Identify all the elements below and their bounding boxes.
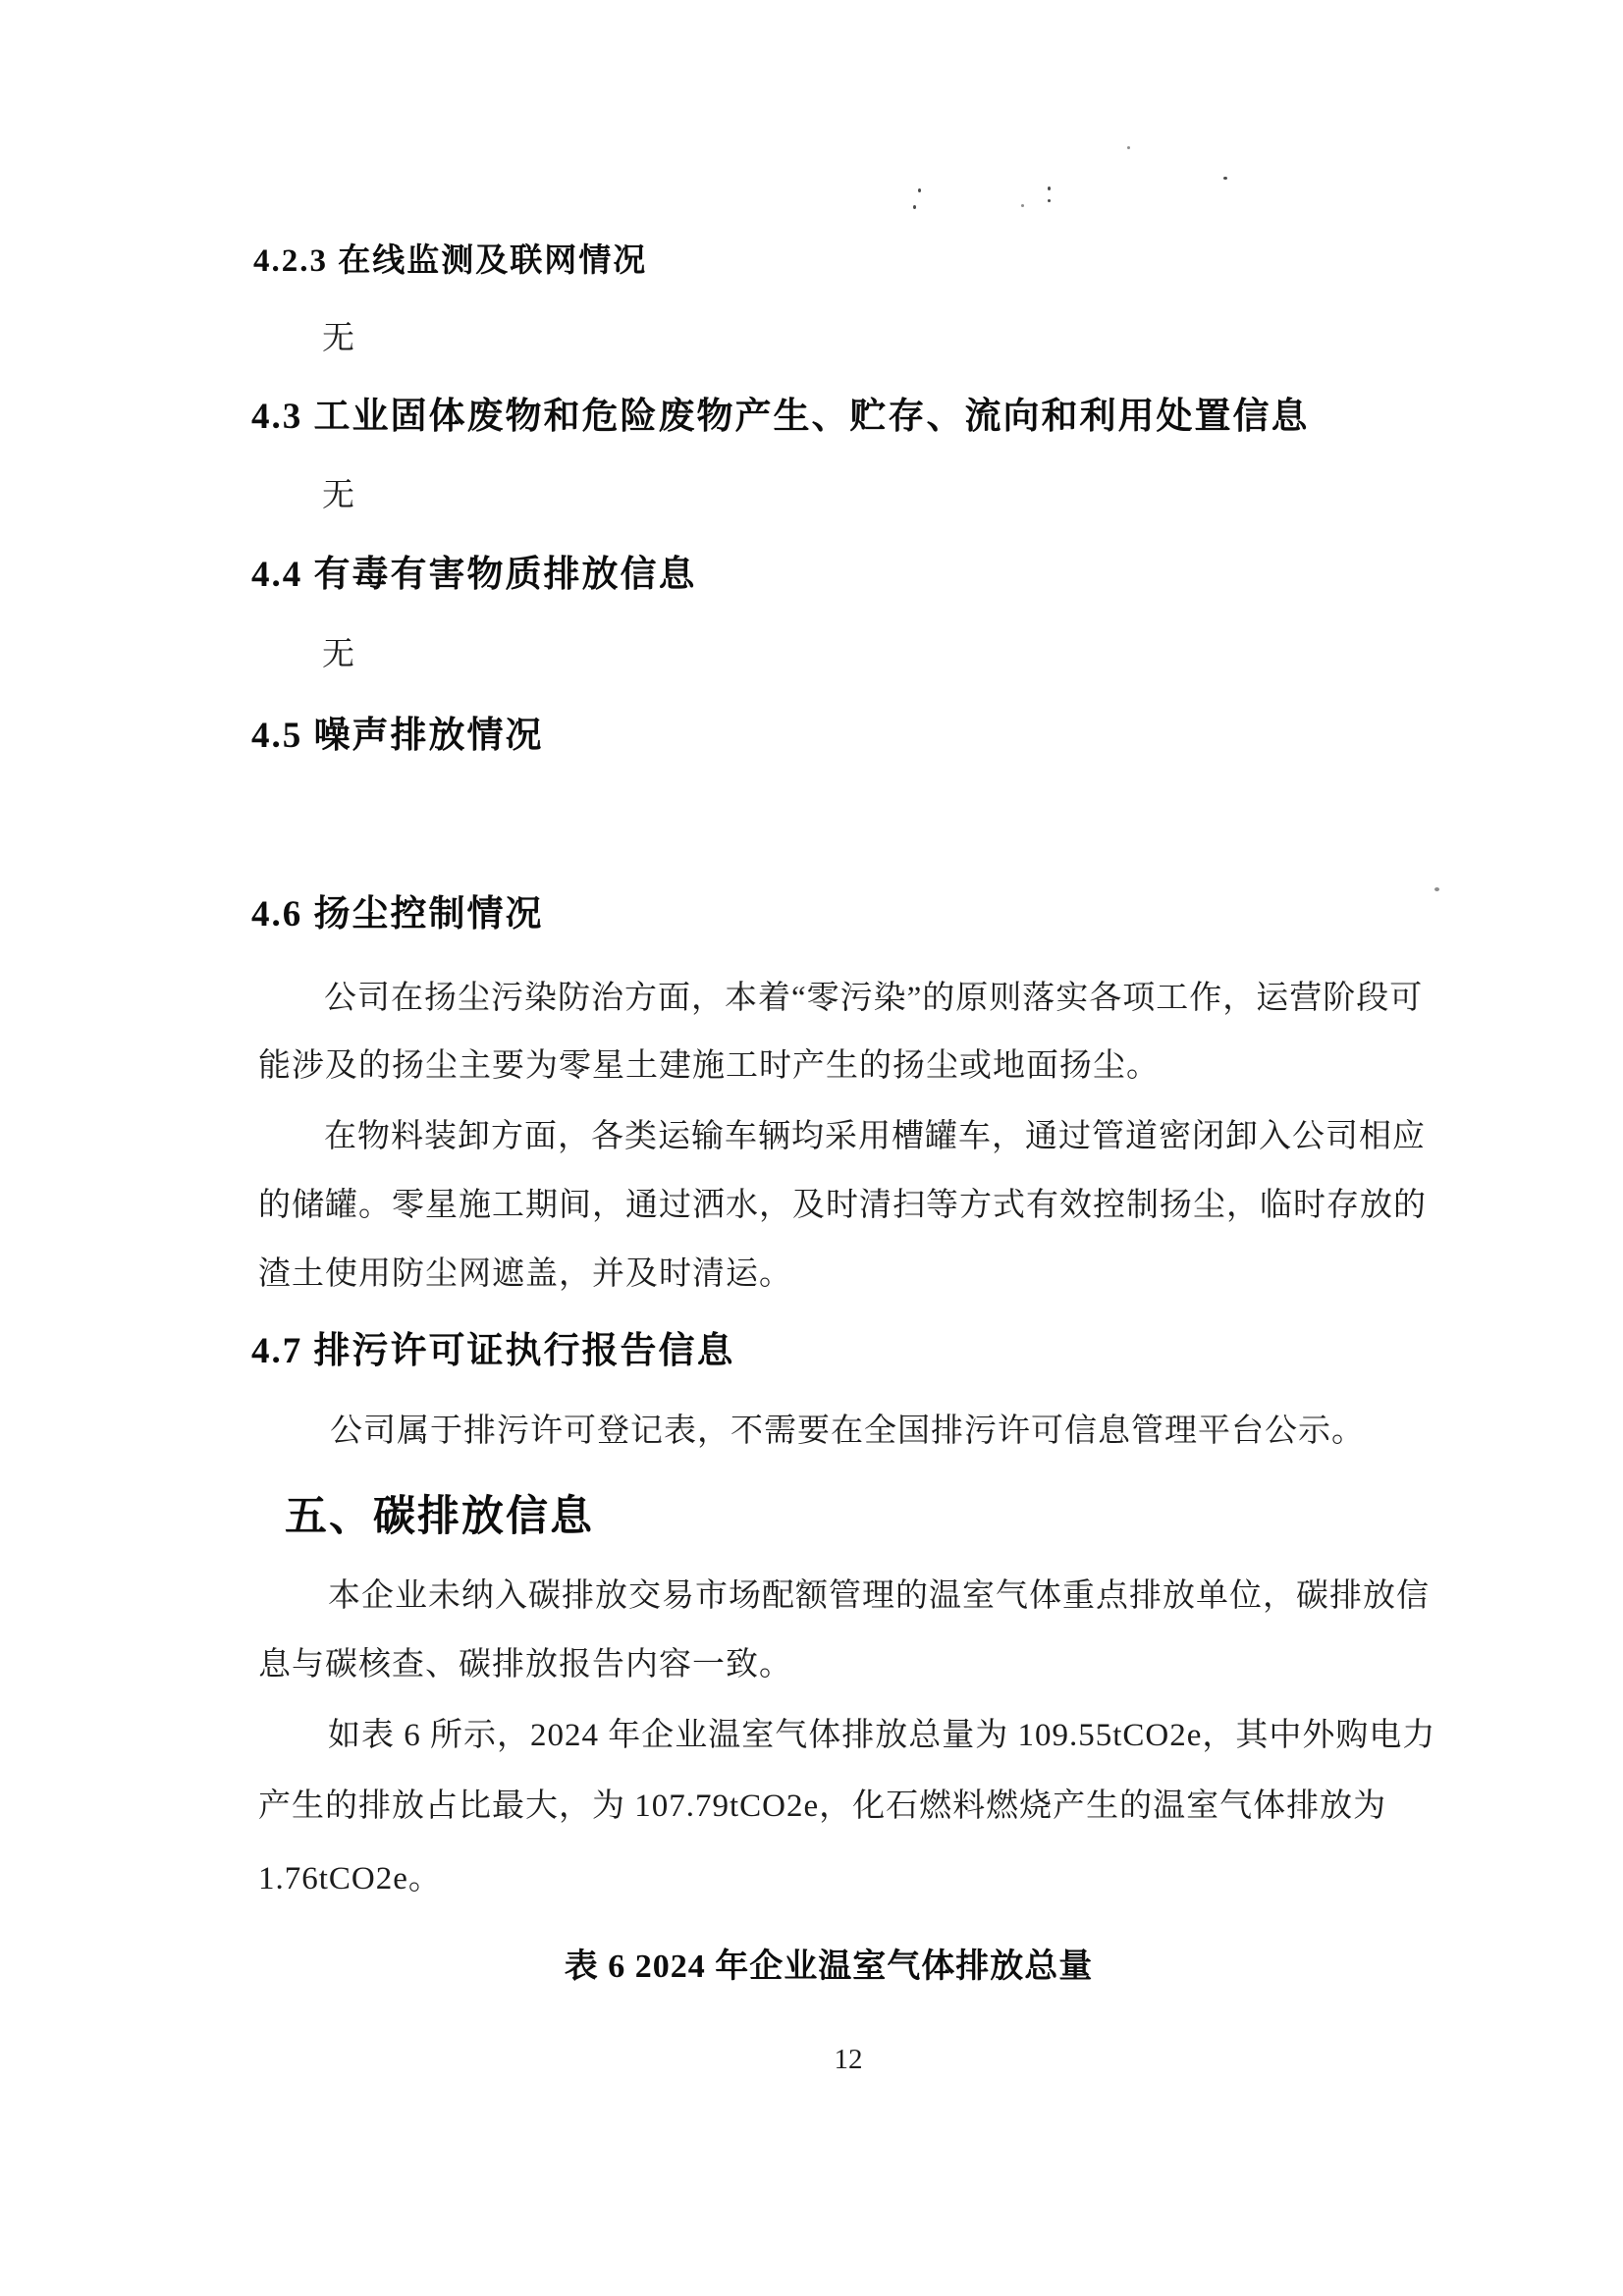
section-heading-4-6: 4.6 扬尘控制情况 [251,894,544,934]
carbon-paragraph-2-line-2: 产生的排放占比最大，为 107.79tCO2e，化石燃料燃烧产生的温室气体排放为 [258,1789,1387,1824]
section-heading-4-4: 4.4 有毒有害物质排放信息 [251,555,697,595]
scan-speck [1127,146,1130,149]
section-heading-4-2-3: 4.2.3 在线监测及联网情况 [253,243,648,279]
section-body-4-3: 无 [322,478,355,513]
scan-speck [1434,887,1439,891]
dust-paragraph-2-line-2: 的储罐。零星施工期间，通过洒水，及时清扫等方式有效控制扬尘，临时存放的 [258,1188,1427,1223]
page-number: 12 [834,2044,863,2075]
carbon-paragraph-1-line-2: 息与碳核查、碳排放报告内容一致。 [258,1647,792,1682]
carbon-paragraph-1-line-1: 本企业未纳入碳排放交易市场配额管理的温室气体重点排放单位，碳排放信 [328,1578,1430,1614]
scan-speck [918,188,921,192]
dust-paragraph-2-line-3: 渣土使用防尘网遮盖，并及时清运。 [258,1256,792,1292]
section-heading-4-5: 4.5 噪声排放情况 [251,716,544,756]
chapter-heading-5: 五、碳排放信息 [285,1494,594,1540]
scan-speck [1048,187,1051,190]
dust-paragraph-2-line-1: 在物料装卸方面，各类运输车辆均采用槽罐车，通过管道密闭卸入公司相应 [324,1119,1426,1154]
table-6-caption: 表 6 2024 年企业温室气体排放总量 [564,1949,1094,1985]
scan-speck [913,205,916,209]
scan-speck [1021,204,1024,207]
dust-paragraph-1-line-1: 公司在扬尘污染防治方面，本着“零污染”的原则落实各项工作，运营阶段可 [324,981,1424,1016]
section-body-4-4: 无 [322,637,355,672]
dust-paragraph-1-line-2: 能涉及的扬尘主要为零星土建施工时产生的扬尘或地面扬尘。 [258,1048,1160,1084]
scan-speck [1048,199,1051,202]
carbon-paragraph-2-line-3: 1.76tCO2e。 [258,1861,442,1896]
carbon-paragraph-2-line-1: 如表 6 所示，2024 年企业温室气体排放总量为 109.55tCO2e，其中外购电力 [328,1718,1436,1753]
scan-speck [1223,177,1227,180]
section-body-4-2-3: 无 [322,321,355,356]
section-heading-4-3: 4.3 工业固体废物和危险废物产生、贮存、流向和利用处置信息 [251,397,1310,437]
section-heading-4-7: 4.7 排污许可证执行报告信息 [251,1331,735,1371]
permit-paragraph-line-1: 公司属于排污许可登记表，不需要在全国排污许可信息管理平台公示。 [330,1414,1365,1449]
